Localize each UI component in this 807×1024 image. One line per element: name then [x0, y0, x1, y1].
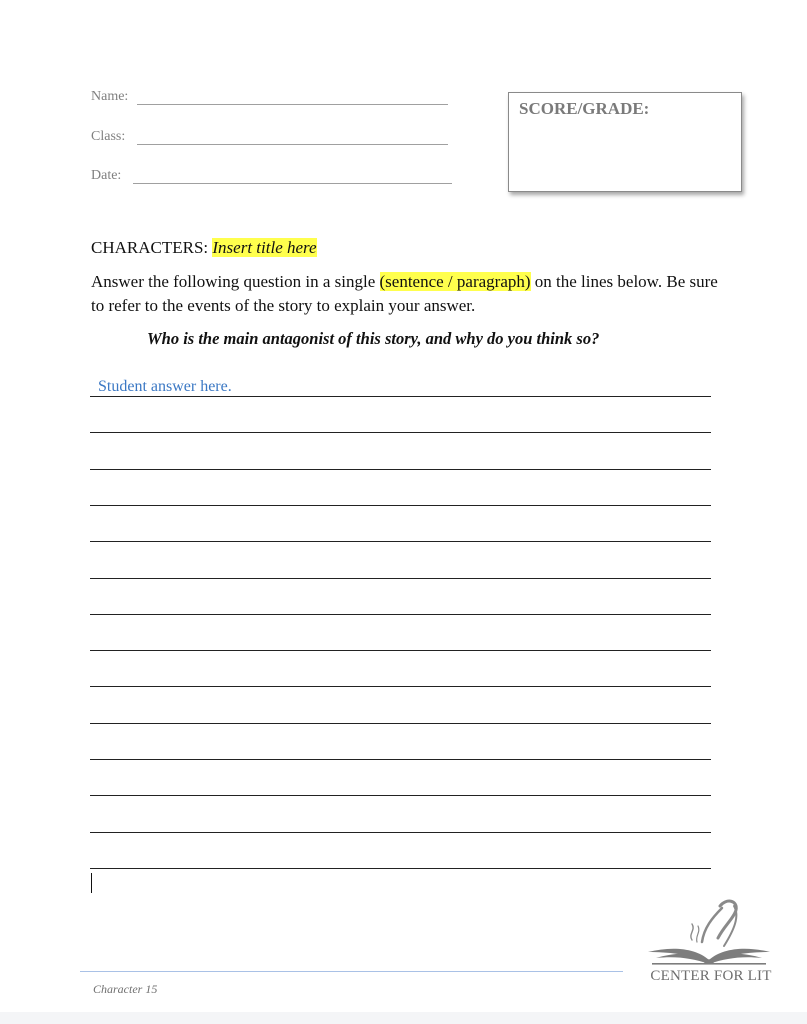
footer-rule — [80, 971, 623, 972]
student-answer-text[interactable]: Student answer here. — [98, 378, 232, 395]
name-line[interactable] — [137, 104, 448, 105]
class-label: Class: — [91, 129, 126, 144]
answer-line[interactable] — [90, 432, 711, 433]
pelican-book-icon — [638, 896, 780, 970]
answer-line[interactable] — [90, 832, 711, 833]
answer-line[interactable] — [90, 650, 711, 651]
answer-line[interactable] — [90, 469, 711, 470]
center-for-lit-logo — [638, 896, 780, 988]
answer-line[interactable] — [90, 578, 711, 579]
answer-line[interactable] — [90, 505, 711, 506]
answer-line[interactable] — [90, 686, 711, 687]
footer-page-label: Character 15 — [93, 982, 158, 996]
score-grade-box[interactable] — [508, 92, 742, 192]
date-field[interactable] — [91, 168, 456, 188]
name-field[interactable] — [91, 89, 451, 109]
answer-line[interactable] — [90, 868, 711, 869]
score-grade-label: SCORE/GRADE: — [519, 99, 650, 118]
class-line[interactable] — [137, 144, 448, 145]
instructions-part1: Answer the following question in a single — [91, 272, 380, 291]
heading-prefix: CHARACTERS: — [91, 238, 213, 257]
answer-line[interactable] — [90, 723, 711, 724]
section-heading — [91, 238, 317, 258]
name-label: Name: — [91, 89, 129, 104]
title-placeholder[interactable]: Insert title here — [212, 238, 317, 257]
instructions — [91, 270, 731, 318]
class-field[interactable] — [91, 129, 451, 149]
question-prompt: Who is the main antagonist of this story, and why do you think so? — [147, 329, 600, 348]
text-cursor — [91, 873, 92, 893]
logo-text: CENTER FOR LIT — [650, 968, 772, 984]
answer-line[interactable] — [90, 396, 711, 397]
answer-line[interactable] — [90, 759, 711, 760]
date-line[interactable] — [133, 183, 452, 184]
answer-line[interactable] — [90, 541, 711, 542]
length-option-highlight[interactable]: (sentence / paragraph) — [379, 272, 531, 291]
answer-line[interactable] — [90, 614, 711, 615]
instructions-part2: on the lines below. Be sure to refer to the events of the story to explain your answer. — [91, 272, 718, 315]
answer-line[interactable] — [90, 795, 711, 796]
date-label: Date: — [91, 168, 122, 183]
